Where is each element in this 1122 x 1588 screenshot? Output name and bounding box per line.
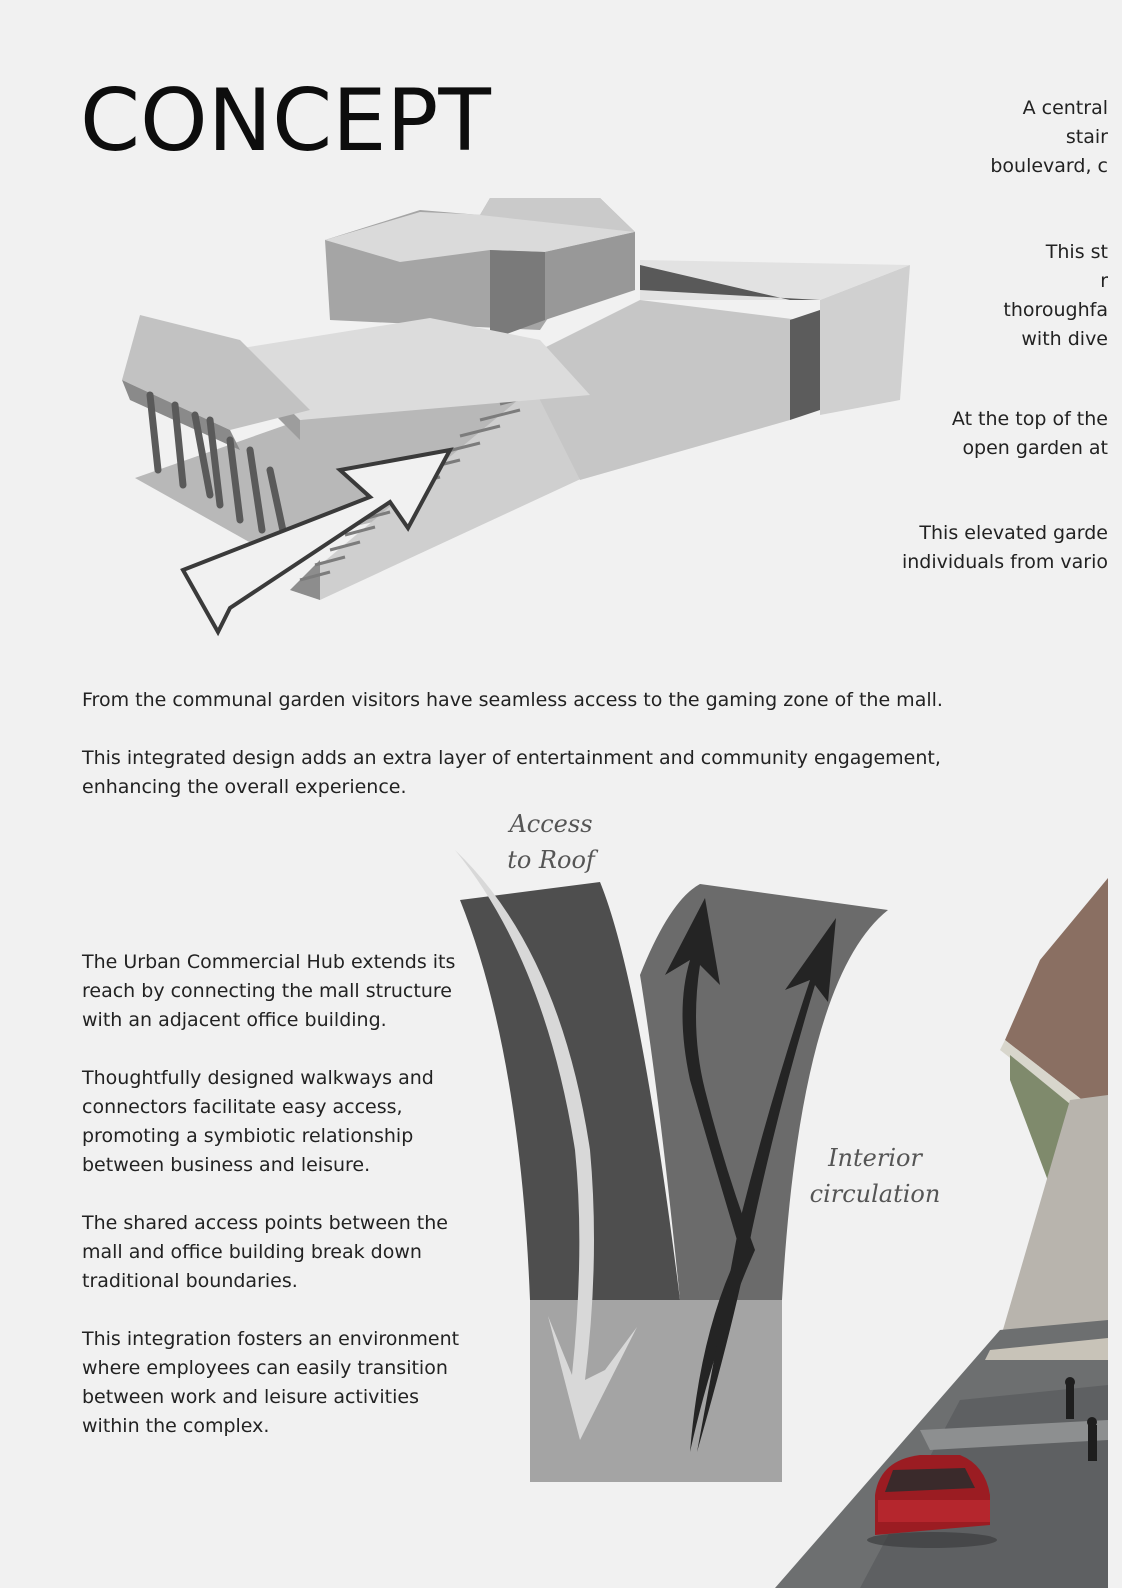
paragraph: From the communal garden visitors have seamless access to the gaming zone of the mall. [82, 689, 943, 711]
page-title: CONCEPT [80, 71, 491, 171]
right-text-line: thoroughfa [1003, 299, 1108, 321]
right-text-line: A central [1022, 97, 1108, 119]
right-text-line: individuals from vario [901, 551, 1108, 573]
label-line: Interior [828, 1144, 922, 1172]
right-text-line: This st [1045, 241, 1108, 263]
paragraph: This integrated design adds an extra layer of entertainment and community engagement, enhancing the overall experience. [82, 747, 941, 798]
paragraph: The shared access points between the mall and office building break down traditional boundaries. [82, 1212, 448, 1292]
label-line: circulation [809, 1180, 941, 1208]
paragraph: The Urban Commercial Hub extends its reach by connecting the mall structure with an adjacent office building. [82, 951, 456, 1031]
right-text-line: r [1100, 270, 1108, 292]
paragraph: Thoughtfully designed walkways and connectors facilitate easy access, promoting a symbiotic relationship between business and leisure. [82, 1067, 434, 1176]
label-line: Access [509, 810, 593, 838]
right-text-line: This elevated garde [919, 522, 1108, 544]
right-text-line: At the top of the [951, 408, 1108, 430]
right-text-line: open garden at [962, 437, 1108, 459]
right-text-line: boulevard, c [990, 155, 1108, 177]
right-text-line: with dive [1021, 328, 1108, 350]
label-line: to Roof [507, 846, 595, 874]
paragraph: This integration fosters an environment where employees can easily transition between work and leisure activities within the complex. [82, 1328, 460, 1437]
right-text-line: stair [1065, 126, 1108, 148]
